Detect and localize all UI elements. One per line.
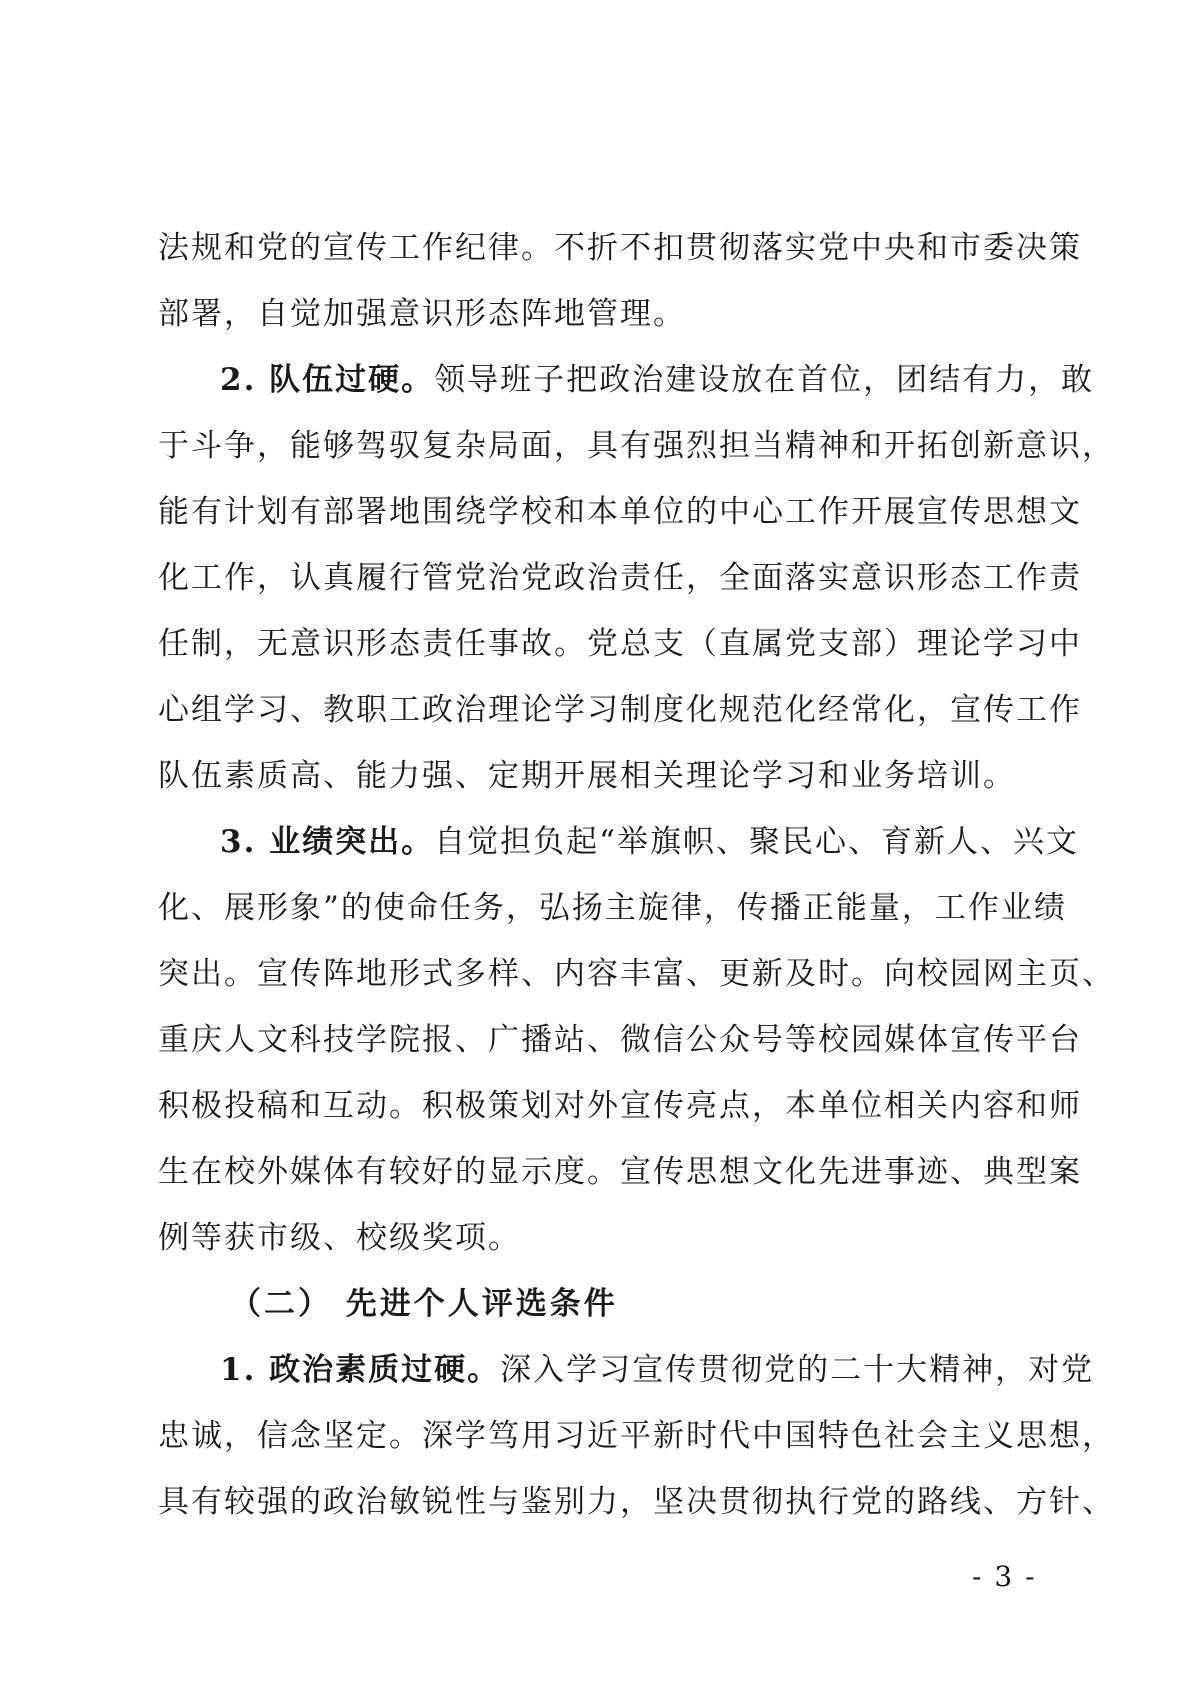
document-body [158, 215, 1115, 1535]
text-line: 法规和党的宣传工作纪律。不折不扣贯彻落实党中央和市委决策 [158, 230, 1082, 266]
text-line [158, 347, 1095, 413]
text-line: 能有计划有部署地围绕学校和本单位的中心工作开展宣传思想文 [158, 494, 1082, 530]
item-text: 自觉担负起“举旗帜、聚民心、育新人、兴文 [434, 824, 1080, 860]
text-line: 积极投稿和互动。积极策划对外宣传亮点，本单位相关内容和师 [158, 1088, 1082, 1124]
text-line: 队伍素质高、能力强、定期开展相关理论学习和业务培训。 [158, 758, 1016, 794]
text-line: 于斗争，能够驾驭复杂局面，具有强烈担当精神和开拓创新意识， [158, 428, 1115, 464]
paragraph-item-2 [158, 347, 1115, 809]
item-text: 领导班子把政治建设放在首位，团结有力，敢 [434, 362, 1095, 398]
paragraph-item-1 [158, 1337, 1115, 1535]
item-heading: 3. 业绩突出。 [220, 824, 435, 860]
text-line: 心组学习、教职工政治理论学习制度化规范化经常化，宣传工作 [158, 692, 1082, 728]
text-line [158, 809, 1080, 875]
text-line: 化工作，认真履行管党治党政治责任，全面落实意识形态工作责 [158, 560, 1082, 596]
text-line: 重庆人文科技学院报、广播站、微信公众号等校园媒体宣传平台 [158, 1022, 1082, 1058]
text-line: 忠诚，信念坚定。深学笃用习近平新时代中国特色社会主义思想， [158, 1418, 1115, 1454]
text-line: 部署，自觉加强意识形态阵地管理。 [158, 296, 686, 332]
paragraph-intro [158, 215, 1082, 347]
item-heading: 2. 队伍过硬。 [220, 362, 435, 398]
item-text: 深入学习宣传贯彻党的二十大精神，对党 [500, 1352, 1095, 1388]
paragraph-item-3 [158, 809, 1115, 1271]
section-heading: （二） 先进个人评选条件 [230, 1286, 618, 1322]
text-line [158, 1337, 1095, 1403]
text-line: 任制，无意识形态责任事故。党总支（直属党支部）理论学习中 [158, 626, 1082, 662]
text-line: 具有较强的政治敏锐性与鉴别力，坚决贯彻执行党的路线、方针、 [158, 1484, 1115, 1520]
page-number: - 3 - [972, 1560, 1037, 1593]
item-heading: 1. 政治素质过硬。 [220, 1352, 501, 1388]
text-line: 生在校外媒体有较好的显示度。宣传思想文化先进事迹、典型案 [158, 1154, 1082, 1190]
text-line: 突出。宣传阵地形式多样、内容丰富、更新及时。向校园网主页、 [158, 956, 1115, 992]
text-line: 例等获市级、校级奖项。 [158, 1220, 521, 1256]
text-line: 化、展形象”的使命任务，弘扬主旋律，传播正能量，工作业绩 [158, 890, 1067, 926]
